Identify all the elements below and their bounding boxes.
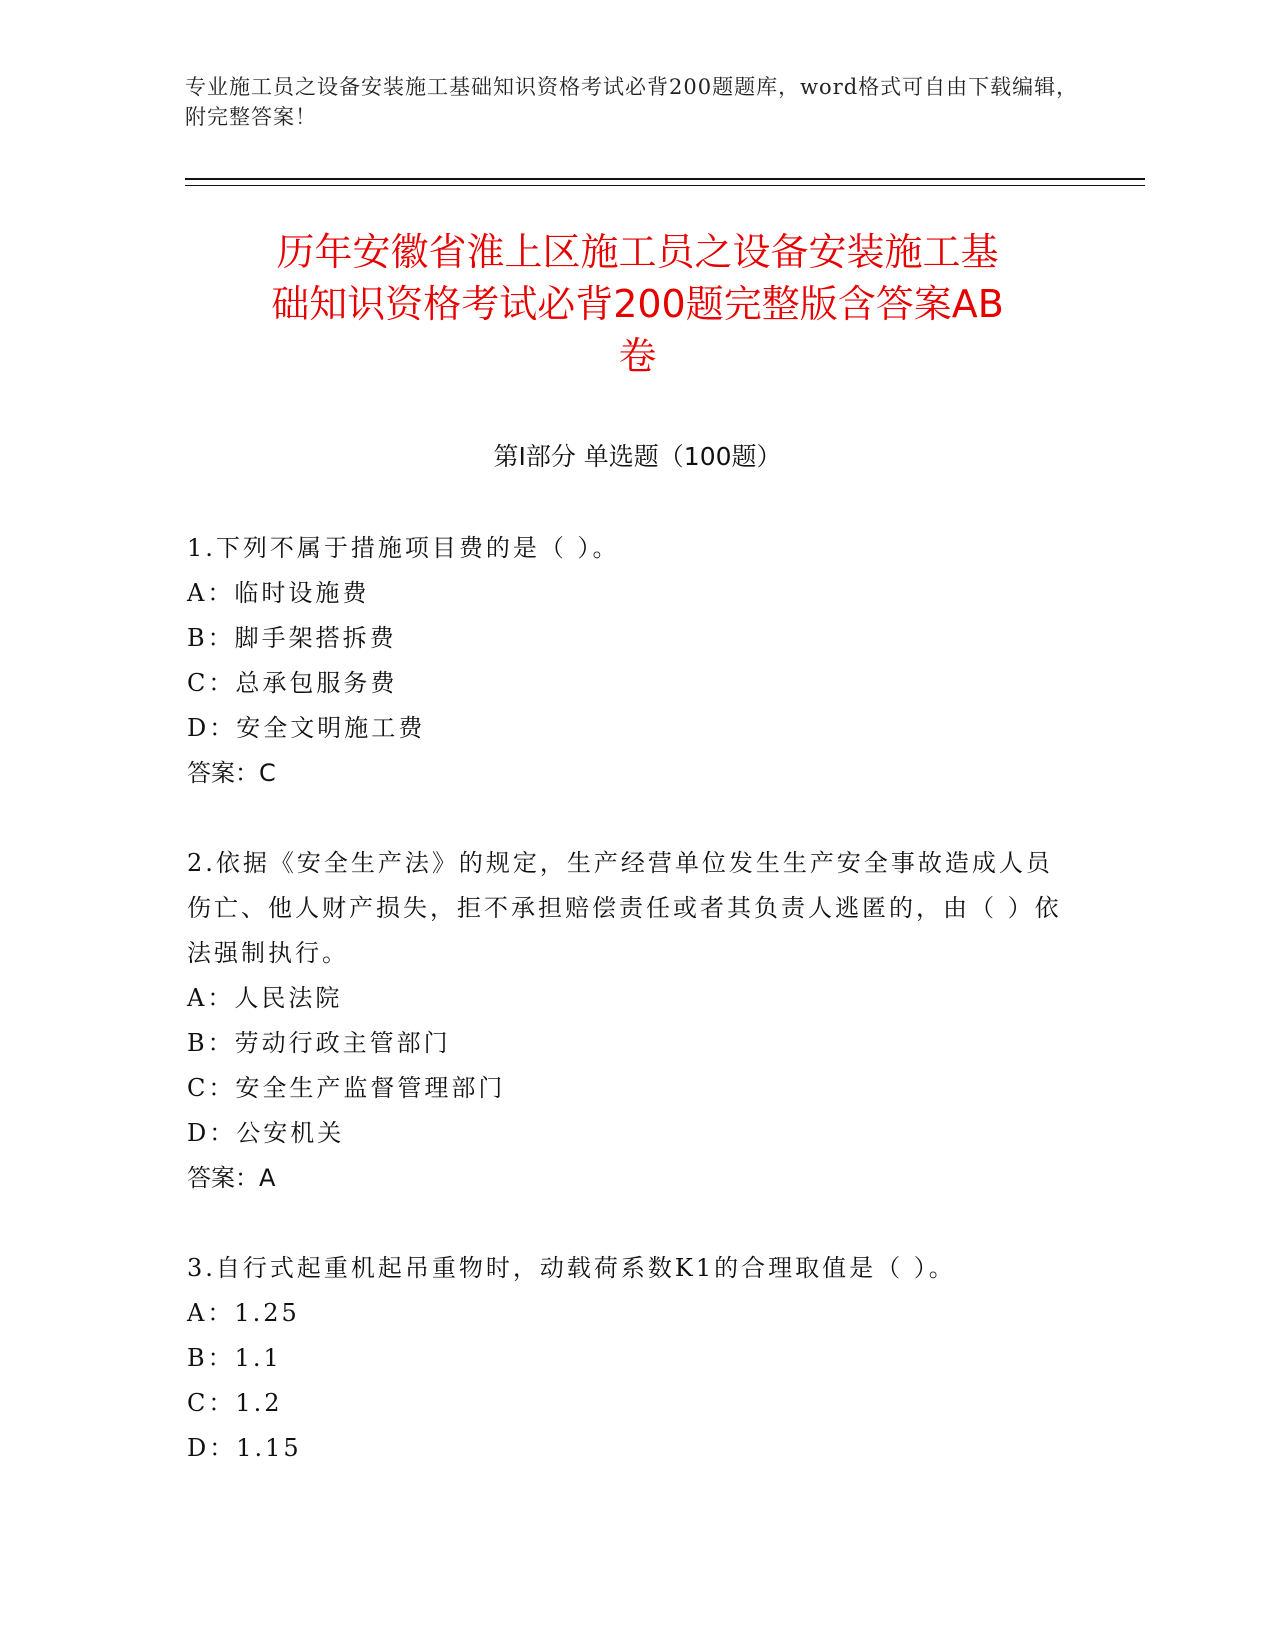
question-3 (187, 1246, 1067, 1471)
question-list (187, 526, 1067, 1516)
document-title (150, 226, 1125, 382)
section-title: 第Ⅰ部分 单选题（100题） (493, 442, 782, 471)
option-d: D：1.15 (187, 1434, 302, 1462)
document-title-line-2: 础知识资格考试必背200题完整版含答案AB (271, 282, 1004, 326)
option-a: A：人民法院 (187, 984, 343, 1012)
document-title-line-1: 历年安徽省淮上区施工员之设备安装施工基 (276, 230, 999, 274)
answer: 答案：C (187, 759, 276, 787)
option-a: A：临时设施费 (187, 579, 370, 607)
question-stem: 2.依据《安全生产法》的规定，生产经营单位发生生产安全事故造成人员伤亡、他人财产损失，拒不承担赔偿责任或者其负责人逃匿的，由（ ）依法强制执行。 (187, 849, 1062, 967)
option-d: D：公安机关 (187, 1119, 345, 1147)
option-b: B：1.1 (187, 1344, 282, 1372)
document-title-line-3: 卷 (618, 334, 657, 378)
header-divider-thin (185, 185, 1145, 186)
option-a: A：1.25 (187, 1299, 300, 1327)
question-1 (187, 526, 1067, 796)
option-c: C：1.2 (187, 1389, 283, 1417)
question-stem: 1.下列不属于措施项目费的是（ ）。 (187, 534, 620, 562)
question-stem: 3.自行式起重机起吊重物时，动载荷系数K1的合理取值是（ ）。 (187, 1254, 956, 1282)
option-b: B：劳动行政主管部门 (187, 1029, 451, 1057)
option-c: C：安全生产监督管理部门 (187, 1074, 506, 1102)
question-2 (187, 841, 1067, 1201)
header-divider-thick (185, 178, 1145, 180)
option-c: C：总承包服务费 (187, 669, 398, 697)
answer: 答案：A (187, 1164, 276, 1192)
option-d: D：安全文明施工费 (187, 714, 426, 742)
option-b: B：脚手架搭拆费 (187, 624, 397, 652)
page-header: 专业施工员之设备安装施工基础知识资格考试必背200题题库，word格式可自由下载编辑，附完整答案！ (185, 75, 1079, 129)
